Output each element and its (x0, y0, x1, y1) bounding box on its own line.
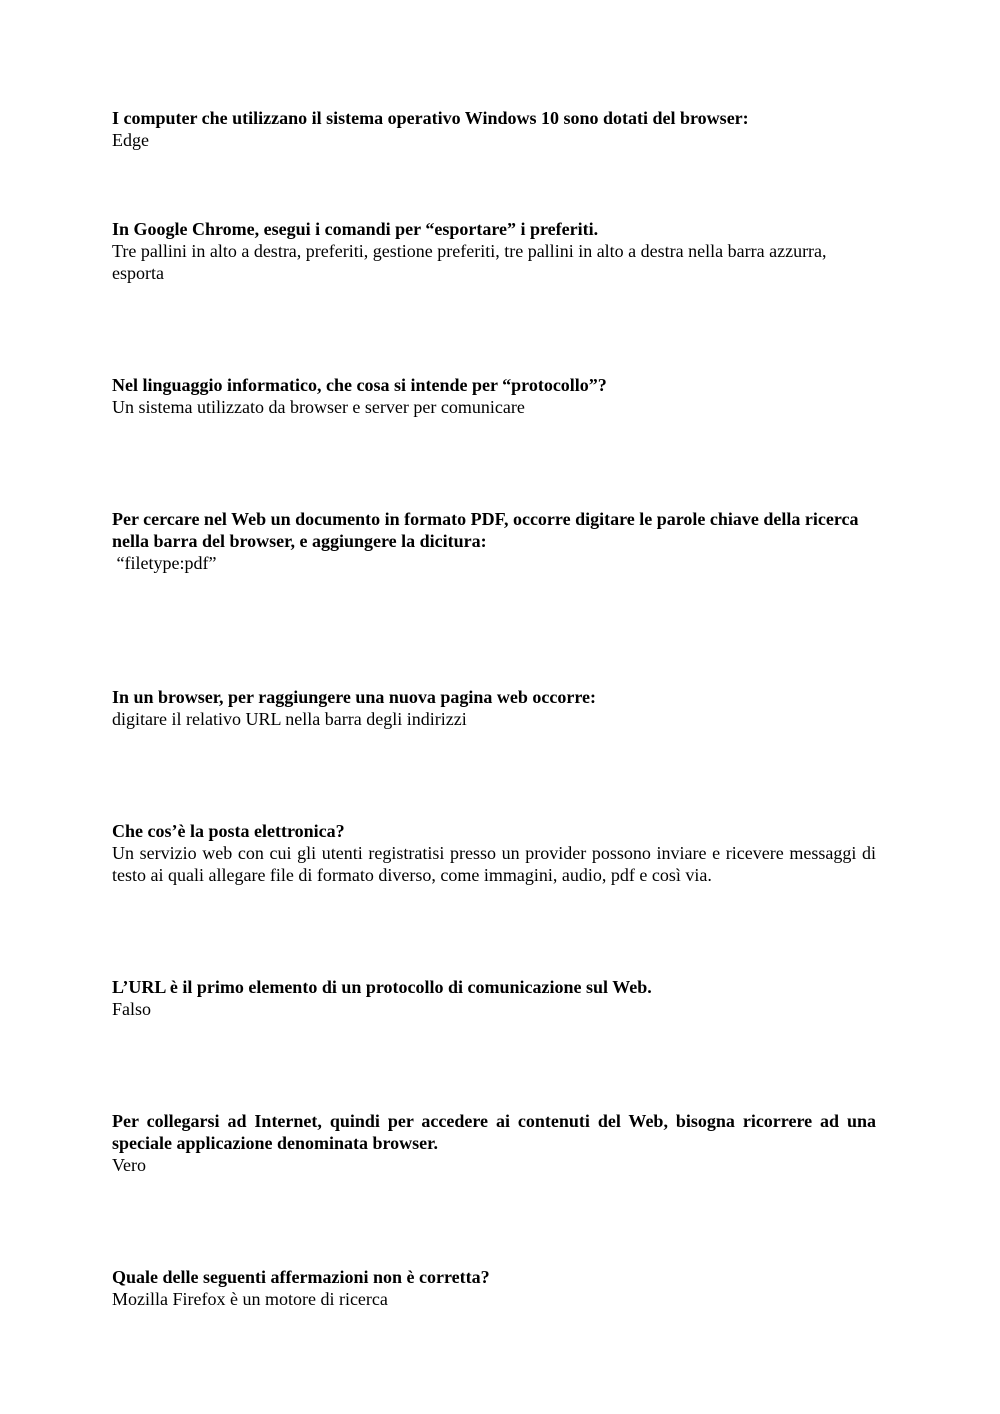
answer-text: Mozilla Firefox è un motore di ricerca (112, 1289, 388, 1309)
answer-text: Falso (112, 999, 152, 1019)
qa-block-7 (112, 976, 876, 1020)
answer-text: digitare il relativo URL nella barra degli indirizzi (112, 709, 467, 729)
question-text: In Google Chrome, esegui i comandi per “esportare” i preferiti. (112, 219, 599, 239)
answer-text: Un servizio web con cui gli utenti registratisi presso un provider possono inviare e ricevere messaggi di testo ai quali allegare file di formato diverso, come immagini, audio, pdf e così via. (112, 843, 876, 885)
question-text: L’URL è il primo elemento di un protocollo di comunicazione sul Web. (112, 977, 652, 997)
question-text: I computer che utilizzano il sistema operativo Windows 10 sono dotati del browser: (112, 108, 749, 128)
qa-block-8 (112, 1110, 876, 1176)
answer-text: Tre pallini in alto a destra, preferiti, gestione preferiti, tre pallini in alto a destra nella barra azzurra, esporta (112, 241, 827, 283)
qa-block-4 (112, 508, 876, 574)
qa-block-3 (112, 374, 876, 418)
question-text: Per collegarsi ad Internet, quindi per accedere ai contenuti del Web, bisogna ricorrere ad una speciale applicazione denominata browser. (112, 1111, 876, 1153)
qa-block-1 (112, 107, 876, 151)
question-text: In un browser, per raggiungere una nuova pagina web occorre: (112, 687, 597, 707)
question-text: Quale delle seguenti affermazioni non è corretta? (112, 1267, 490, 1287)
question-text: Per cercare nel Web un documento in formato PDF, occorre digitare le parole chiave della ricerca nella barra del browser, e aggiungere la dicitura: (112, 509, 859, 551)
qa-block-6 (112, 820, 876, 886)
answer-text: Vero (112, 1155, 146, 1175)
qa-block-5 (112, 686, 876, 730)
question-text: Che cos’è la posta elettronica? (112, 821, 345, 841)
qa-block-9 (112, 1266, 876, 1310)
answer-text: Edge (112, 130, 149, 150)
question-text: Nel linguaggio informatico, che cosa si intende per “protocollo”? (112, 375, 607, 395)
answer-text: “filetype:pdf” (112, 553, 217, 573)
answer-text: Un sistema utilizzato da browser e server per comunicare (112, 397, 525, 417)
qa-block-2 (112, 218, 876, 284)
